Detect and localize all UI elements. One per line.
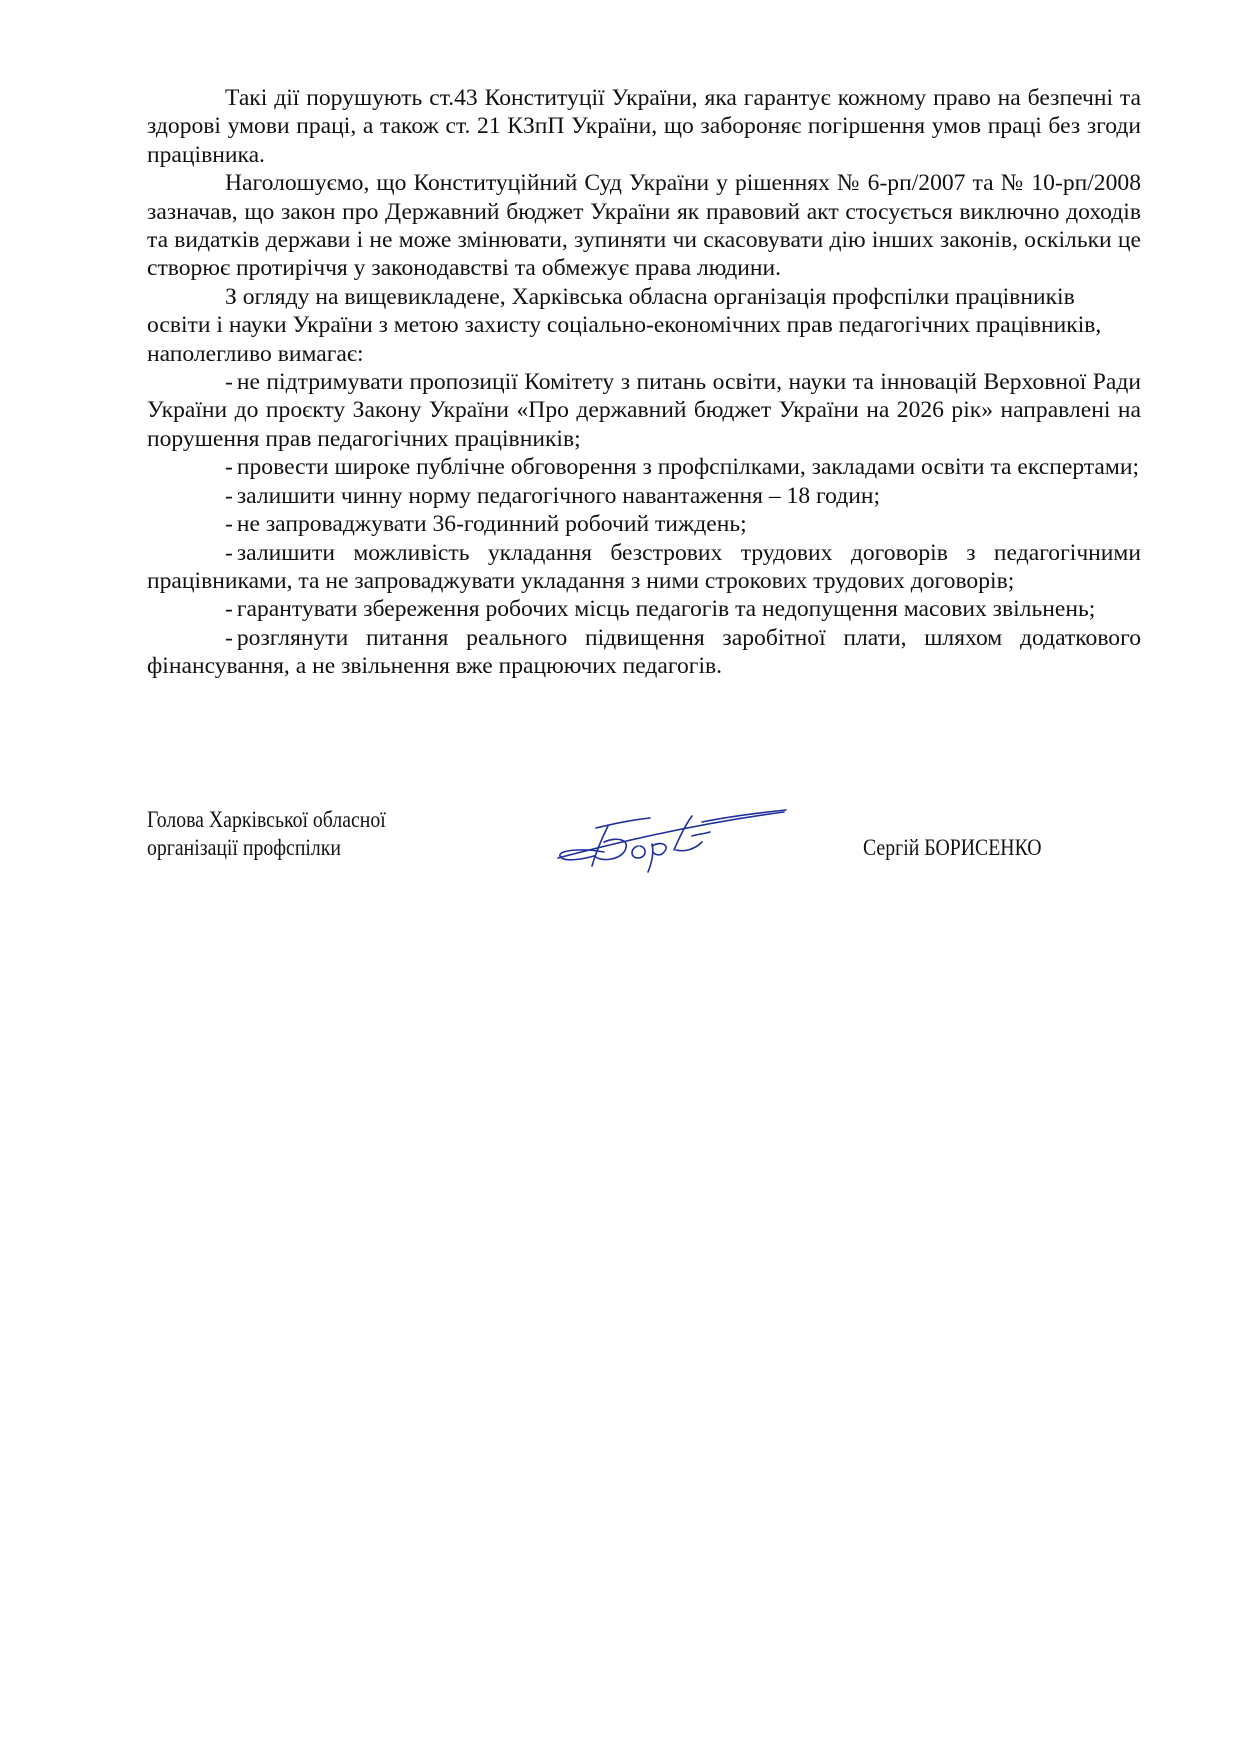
demand-text: гарантувати збереження робочих місць педагогів та недопущення масових звільнень; — [236, 596, 1096, 623]
paragraph-demands-intro: З огляду на вищевикладене, Харківська обласна організація профспілки працівників освіти і науки України з метою захисту соціально-економічних прав педагогічних працівників, наполегливо вимагає: — [147, 283, 1102, 367]
demand-item — [147, 368, 1141, 453]
demand-item — [147, 595, 1141, 623]
paragraph-constitutional-court: Наголошуємо, що Конституційний Суд України у рішеннях № 6-рп/2007 та № 10-рп/2008 зазначав, що закон про Державний бюджет України як правовий акт стосується виключно доходів та видатків держави і не може змінювати, зупиняти чи скасовувати дію інших законів, оскільки це створює протиріччя у законодавстві та обмежує права людини. — [147, 170, 1141, 282]
signatory-name: Сергій БОРИСЕНКО — [863, 835, 1042, 860]
demand-text: провести широке публічне обговорення з профспілками, закладами освіти та експертами; — [236, 454, 1139, 481]
list-dash: - — [225, 596, 233, 623]
demand-item — [147, 482, 1141, 510]
list-dash: - — [225, 369, 233, 396]
signatory-title-line-2: організації профспілки — [147, 835, 341, 860]
demands-list — [147, 368, 1141, 680]
demand-text: розглянути питання реального підвищення заробітної плати, шляхом додаткового фінансування, а не звільнення вже працюючих педагогів. — [147, 624, 1141, 680]
demand-item — [147, 453, 1141, 481]
demand-text: залишити чинну норму педагогічного навантаження – 18 годин; — [236, 482, 881, 509]
signature-block — [147, 806, 1107, 896]
document-page — [147, 84, 1141, 681]
list-dash: - — [225, 482, 233, 509]
demand-text: залишити можливість укладання безстрових трудових договорів з педагогічними працівниками, та не запроваджувати укладання з ними строкових трудових договорів; — [147, 539, 1141, 594]
list-dash: - — [225, 539, 233, 566]
demand-item — [147, 624, 1141, 681]
demand-item — [147, 539, 1141, 596]
list-dash: - — [225, 624, 233, 651]
list-dash: - — [225, 511, 233, 538]
handwritten-signature-icon — [552, 796, 792, 876]
paragraph-constitution-violation: Такі дії порушують ст.43 Конституції України, яка гарантує кожному право на безпечні та здорові умови праці, а також ст. 21 КЗпП України, що забороняє погіршення умов праці без згоди працівника. — [147, 85, 1141, 168]
demand-text: не підтримувати пропозиції Комітету з питань освіти, науки та інновацій Верховної Ради України до проєкту Закону України «Про державний бюджет України на 2026 рік» направлені на порушення прав педагогічних працівників; — [147, 369, 1141, 452]
signatory-title — [147, 806, 386, 862]
list-dash: - — [225, 454, 233, 481]
demand-text: не запроваджувати 36-годинний робочий тиждень; — [236, 511, 747, 538]
signatory-title-line-1: Голова Харківської обласної — [147, 807, 386, 832]
demand-item — [147, 510, 1141, 538]
